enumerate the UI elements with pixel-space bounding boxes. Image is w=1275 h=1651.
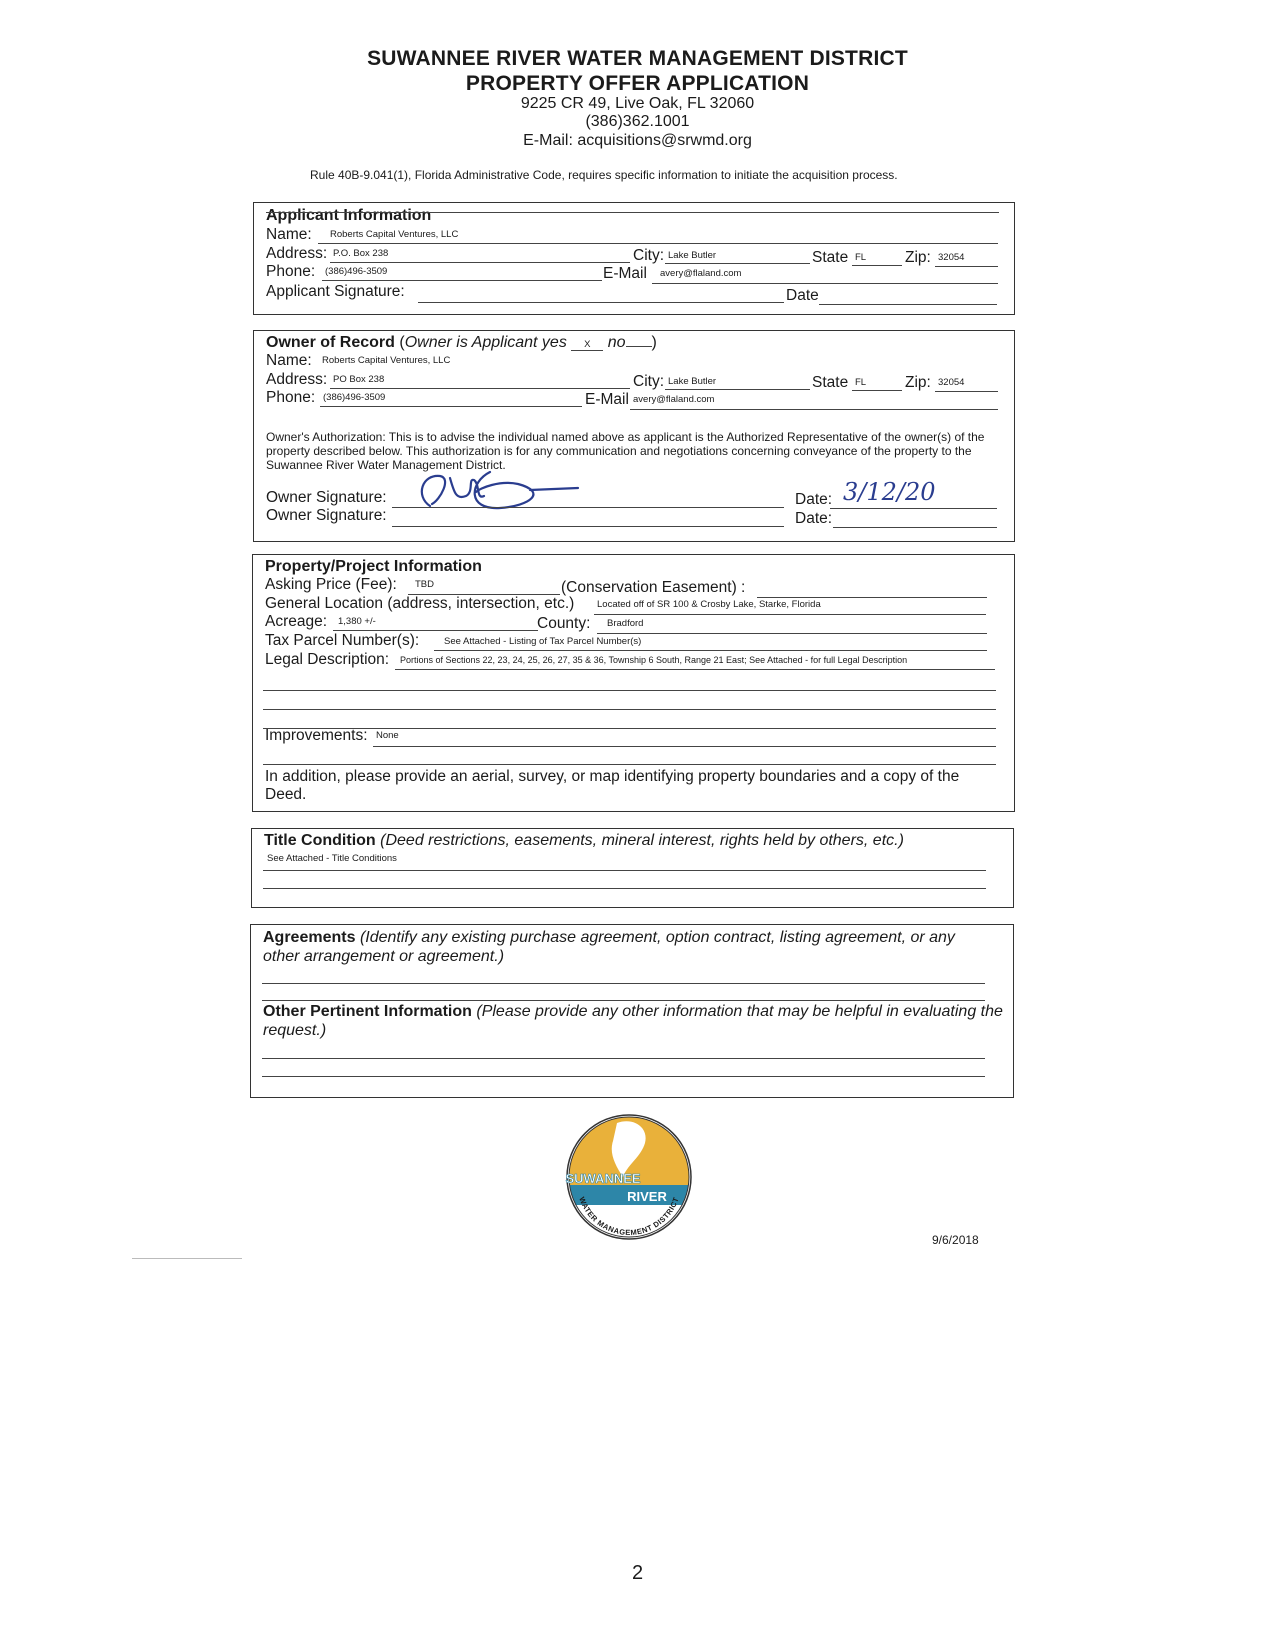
owner-signature-line[interactable] — [392, 507, 784, 508]
applicant-name-line — [318, 243, 998, 244]
owner-authorization: Owner's Authorization: This is to advise the individual named above as applicant is the Authorized Representative of the owner(s) of the property described below. This authorization is for any communication and negotiations concerning conveyance of the property to the Suwannee River Water Management District. — [266, 430, 985, 472]
legal-label: Legal Description: — [265, 651, 390, 668]
agreements-title: Agreements — [263, 929, 356, 946]
acreage-label: Acreage: — [265, 613, 328, 630]
applicant-date-line[interactable] — [819, 304, 997, 305]
easement-label: (Conservation Easement) : — [561, 579, 746, 596]
owner-date2-line[interactable] — [833, 527, 997, 528]
applicant-signature-label: Applicant Signature: — [266, 283, 405, 300]
asking-price-label: Asking Price (Fee): — [265, 576, 397, 593]
district-logo — [563, 1113, 695, 1241]
easement-line[interactable] — [757, 597, 987, 598]
legal-line-3[interactable] — [263, 709, 996, 710]
owner-subtitle-open: ( — [399, 334, 405, 351]
other-info-text — [263, 1002, 1003, 1040]
owner-yes-field[interactable]: X — [571, 339, 603, 351]
applicant-signature-line[interactable] — [418, 302, 784, 303]
title-condition-title: Title Condition — [264, 832, 376, 849]
owner-address-value[interactable]: PO Box 238 — [333, 374, 385, 385]
applicant-phone-label: Phone: — [266, 263, 316, 280]
district-phone: (386)362.1001 — [585, 113, 690, 130]
applicant-name-label: Name: — [266, 226, 312, 243]
owner-phone-label: Phone: — [266, 389, 316, 406]
page-number: 2 — [631, 1562, 644, 1584]
other-info-line-1[interactable] — [262, 1058, 985, 1059]
legal-line-4[interactable] — [263, 728, 996, 729]
legal-line-1 — [395, 669, 995, 670]
improvements-line-1 — [373, 746, 996, 747]
owner-zip-label: Zip: — [905, 374, 931, 391]
title-condition-subtitle: (Deed restrictions, easements, mineral interest, rights held by others, etc.) — [380, 832, 904, 849]
owner-signature2-label: Owner Signature: — [266, 507, 387, 524]
rule-notice: Rule 40B-9.041(1), Florida Administrative Code, requires specific information to initiate the acquisition process. — [310, 168, 898, 182]
agreements-subtitle: (Identify any existing purchase agreement, option contract, listing agreement, or any other arrangement or agreement.) — [263, 929, 955, 965]
owner-subtitle: Owner is Applicant yes — [404, 334, 567, 351]
owner-zip-value[interactable]: 32054 — [938, 377, 965, 388]
county-label: County: — [537, 615, 591, 632]
property-title: Property/Project Information — [265, 558, 482, 575]
title-condition-title-row — [264, 832, 904, 850]
agreements-line-1[interactable] — [262, 983, 985, 984]
improvements-value[interactable]: None — [376, 730, 399, 741]
acreage-line — [333, 630, 538, 631]
location-value[interactable]: Located off of SR 100 & Crosby Lake, Starke, Florida — [597, 599, 821, 610]
owner-no-field[interactable] — [626, 346, 652, 347]
applicant-state-label: State — [812, 249, 849, 266]
owner-state-label: State — [812, 374, 849, 391]
form-revision-date: 9/6/2018 — [932, 1233, 979, 1247]
owner-date-value[interactable]: 3/12/20 — [843, 478, 936, 506]
owner-address-label: Address: — [266, 371, 328, 388]
footer-rule — [132, 1258, 242, 1259]
owner-email-line — [630, 409, 998, 410]
owner-email-value[interactable]: avery@flaland.com — [633, 394, 715, 405]
applicant-city-value[interactable]: Lake Butler — [668, 250, 717, 261]
district-email: E-Mail: acquisitions@srwmd.org — [523, 132, 752, 149]
owner-name-label: Name: — [266, 352, 312, 369]
district-address: 9225 CR 49, Live Oak, FL 32060 — [520, 95, 755, 112]
owner-phone-value[interactable]: (386)496-3509 — [323, 392, 386, 403]
owner-email-label: E-Mail — [585, 391, 629, 408]
parcel-label: Tax Parcel Number(s): — [265, 632, 420, 649]
agreements-text — [263, 928, 985, 966]
applicant-state-line — [852, 265, 902, 266]
owner-signature-scribble — [410, 466, 590, 518]
owner-state-line — [852, 390, 902, 391]
asking-price-value[interactable]: TBD — [415, 579, 434, 590]
county-value[interactable]: Bradford — [607, 618, 644, 629]
title-condition-value[interactable]: See Attached - Title Conditions — [267, 853, 397, 864]
logo-middle-text: RIVER — [627, 1189, 667, 1204]
applicant-address-label: Address: — [266, 245, 328, 262]
owner-address-line — [330, 388, 630, 389]
applicant-email-line — [652, 283, 998, 284]
applicant-phone-line — [322, 280, 602, 281]
owner-state-value[interactable]: FL — [855, 377, 867, 388]
form-title: PROPERTY OFFER APPLICATION — [465, 72, 810, 95]
applicant-date-label: Date — [786, 287, 819, 304]
owner-city-label: City: — [633, 373, 664, 390]
other-info-title: Other Pertinent Information — [263, 1003, 472, 1020]
other-info-line-2[interactable] — [262, 1076, 985, 1077]
parcel-value[interactable]: See Attached - Listing of Tax Parcel Number(s) — [444, 636, 642, 647]
applicant-state-value[interactable]: FL — [855, 252, 867, 263]
applicant-email-label: E-Mail — [603, 265, 647, 282]
applicant-zip-line — [935, 266, 998, 267]
other-info-subtitle: (Please provide any other information that may be helpful in evaluating the request.) — [263, 1003, 1003, 1039]
applicant-zip-label: Zip: — [905, 249, 931, 266]
location-label: General Location (address, intersection, etc.) — [265, 595, 575, 612]
improvements-label: Improvements: — [265, 727, 368, 744]
applicant-city-label: City: — [633, 247, 664, 264]
owner-title: Owner of Record — [266, 334, 395, 351]
applicant-top-rule — [266, 212, 999, 213]
acreage-value[interactable]: 1,380 +/- — [338, 616, 376, 627]
logo-bottom-text: WATER MANAGEMENT DISTRICT — [577, 1195, 681, 1238]
owner-city-value[interactable]: Lake Butler — [668, 376, 717, 387]
title-condition-line-1 — [263, 870, 986, 871]
county-line — [597, 633, 987, 634]
owner-phone-line — [320, 406, 582, 407]
legal-value[interactable]: Portions of Sections 22, 23, 24, 25, 26, 27, 35 & 36, Township 6 South, Range 21 East; See Attached - for full Legal Description — [400, 655, 908, 665]
improvements-line-2[interactable] — [263, 764, 996, 765]
location-line — [594, 614, 986, 615]
applicant-city-line — [665, 263, 810, 264]
owner-no-label: no — [607, 334, 626, 351]
parcel-line — [434, 650, 987, 651]
owner-subtitle-close: ) — [651, 334, 657, 351]
applicant-zip-value[interactable]: 32054 — [938, 252, 965, 263]
property-note: In addition, please provide an aerial, survey, or map identifying property boundaries and a copy of the Deed. — [265, 768, 960, 803]
owner-city-line — [665, 389, 810, 390]
applicant-title: Applicant Information — [266, 207, 432, 224]
owner-date2-label: Date: — [795, 510, 833, 527]
owner-signature2-line[interactable] — [392, 526, 784, 527]
applicant-address-value[interactable]: P.O. Box 238 — [333, 248, 389, 259]
owner-date-label: Date: — [795, 491, 833, 508]
title-condition-line-2[interactable] — [263, 888, 986, 889]
applicant-address-line — [330, 262, 630, 263]
applicant-name-value[interactable]: Roberts Capital Ventures, LLC — [330, 229, 459, 240]
logo-top-text: SUWANNEE — [565, 1171, 641, 1186]
agreements-line-2[interactable] — [262, 1000, 985, 1001]
owner-title-row — [266, 334, 657, 352]
applicant-phone-value[interactable]: (386)496-3509 — [325, 266, 388, 277]
applicant-email-value[interactable]: avery@flaland.com — [660, 268, 742, 279]
legal-line-2[interactable] — [263, 690, 996, 691]
owner-signature-label: Owner Signature: — [266, 489, 387, 506]
owner-date-line — [830, 508, 997, 509]
owner-name-value[interactable]: Roberts Capital Ventures, LLC — [322, 355, 451, 366]
district-name: SUWANNEE RIVER WATER MANAGEMENT DISTRICT — [367, 47, 908, 70]
owner-zip-line — [935, 391, 998, 392]
